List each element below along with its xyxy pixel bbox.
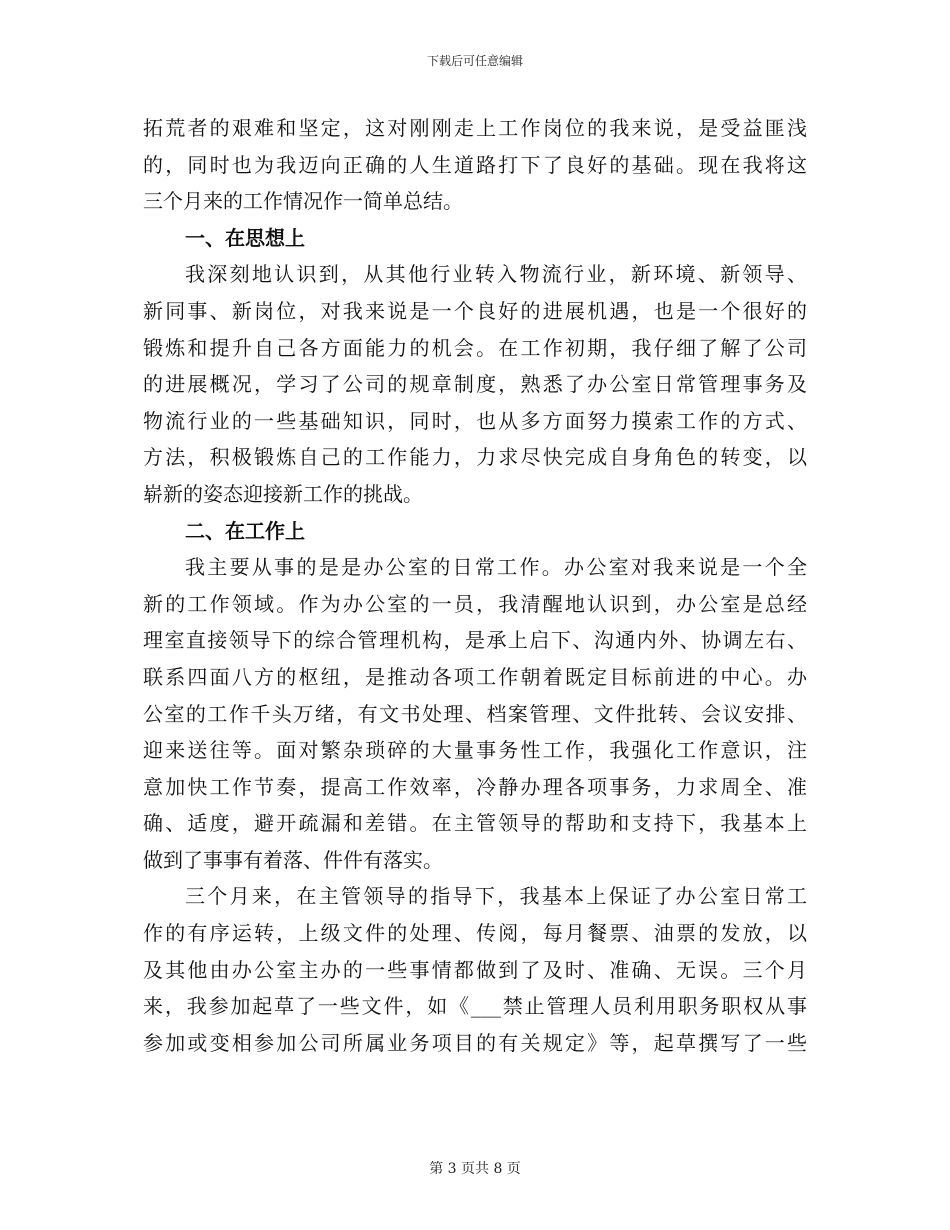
paragraph-line: 确、适度，避开疏漏和差错。在主管领导的帮助和支持下，我基本上 xyxy=(143,811,807,836)
paragraph-line: 公室的工作千头万绪，有文书处理、档案管理、文件批转、会议安排、 xyxy=(143,701,807,726)
paragraph-line: 做到了事事有着落、件件有落实。 xyxy=(143,847,443,872)
paragraph-line: 锻炼和提升自己各方面能力的机会。在工作初期，我仔细了解了公司 xyxy=(143,335,807,360)
paragraph-line: 来，我参加起草了一些文件，如《___禁止管理人员利用职务职权从事 xyxy=(143,994,807,1019)
paragraph-line: 方法，积极锻炼自己的工作能力，力求尽快完成自身角色的转变，以 xyxy=(143,445,807,470)
paragraph-line: 的进展概况，学习了公司的规章制度，熟悉了办公室日常管理事务及 xyxy=(143,372,807,397)
paragraph-line: 我深刻地认识到，从其他行业转入物流行业，新环境、新领导、 xyxy=(185,262,807,287)
paragraph-line: 参加或变相参加公司所属业务项目的有关规定》等，起草撰写了一些 xyxy=(143,1030,807,1055)
paragraph-line: 拓荒者的艰难和坚定，这对刚刚走上工作岗位的我来说，是受益匪浅 xyxy=(143,116,807,140)
section-heading: 一、在思想上 xyxy=(185,225,305,250)
paragraph-line: 作的有序运转，上级文件的处理、传阅，每月餐票、油票的发放，以 xyxy=(143,921,807,946)
paragraph-line: 我主要从事的是是办公室的日常工作。办公室对我来说是一个全 xyxy=(185,555,807,580)
document-body xyxy=(143,110,807,1061)
paragraph-line: 三个月来，在主管领导的指导下，我基本上保证了办公室日常工 xyxy=(185,884,807,909)
section-heading: 二、在工作上 xyxy=(185,518,305,543)
paragraph-line: 新同事、新岗位，对我来说是一个良好的进展机遇，也是一个很好的 xyxy=(143,298,807,323)
page-footer: 第 3 页共 8 页 xyxy=(429,1161,521,1177)
paragraph-line: 理室直接领导下的综合管理机构，是承上启下、沟通内外、协调左右、 xyxy=(143,628,807,653)
paragraph-line: 联系四面八方的枢纽，是推动各项工作朝着既定目标前进的中心。办 xyxy=(143,664,807,689)
paragraph-line: 迎来送往等。面对繁杂琐碎的大量事务性工作，我强化工作意识，注 xyxy=(143,738,807,763)
paragraph-line: 及其他由办公室主办的一些事情都做到了及时、准确、无误。三个月 xyxy=(143,957,807,982)
paragraph-line: 意加快工作节奏，提高工作效率，冷静办理各项事务，力求周全、准 xyxy=(143,774,807,799)
paragraph-line: 的，同时也为我迈向正确的人生道路打下了良好的基础。现在我将这 xyxy=(143,152,807,177)
paragraph-line: 新的工作领域。作为办公室的一员，我清醒地认识到，办公室是总经 xyxy=(143,591,807,616)
paragraph-line: 物流行业的一些基础知识，同时，也从多方面努力摸索工作的方式、 xyxy=(143,408,807,433)
paragraph-line: 三个月来的工作情况作一简单总结。 xyxy=(143,189,463,214)
paragraph-line: 崭新的姿态迎接新工作的挑战。 xyxy=(143,481,423,506)
page-header: 下载后可任意编辑 xyxy=(426,54,523,68)
